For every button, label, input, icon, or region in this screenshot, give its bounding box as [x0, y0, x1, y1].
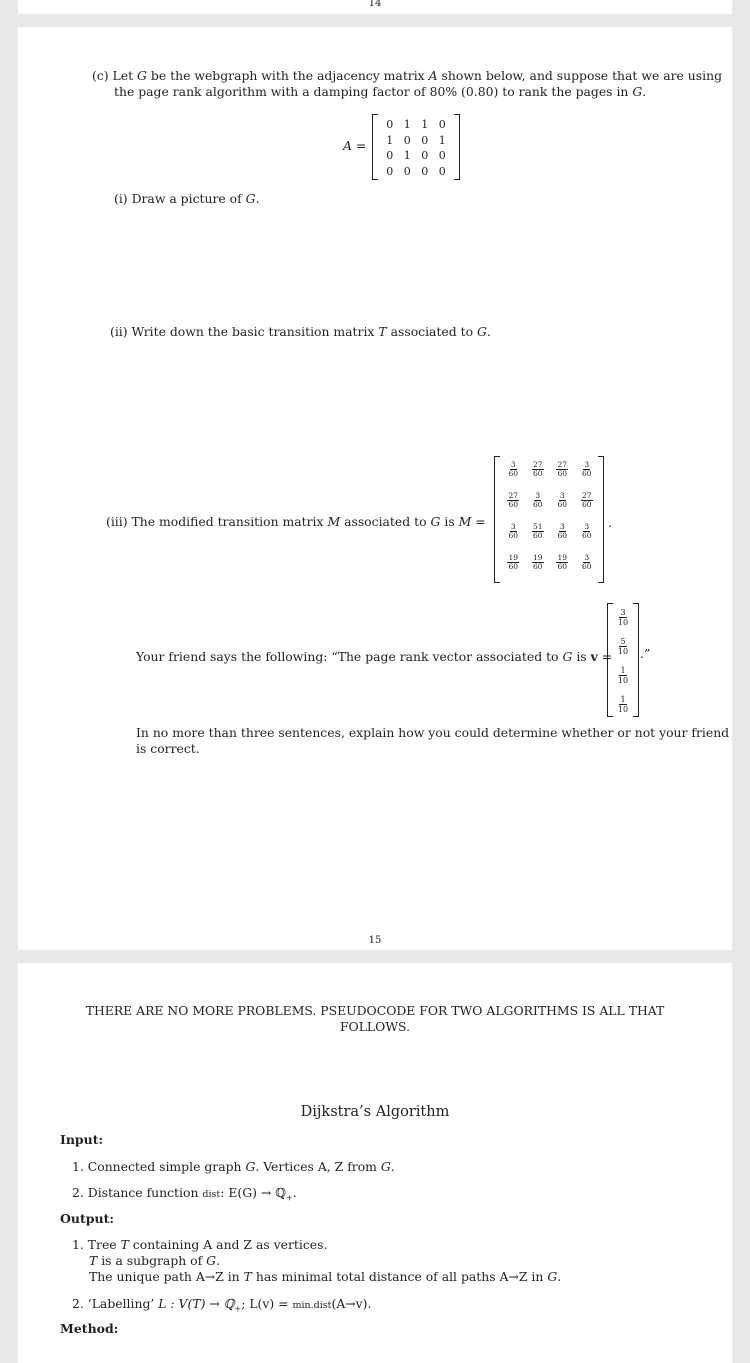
matrix-entry: $\frac{3}{60}$ [557, 491, 568, 509]
output-item-1: 1. Tree T containing A and Z as vertices. [72, 1237, 328, 1252]
vector-entry: $\frac{1}{10}$ [617, 666, 629, 685]
output-item-2: 2. ‘Labelling’ L : V(T) → ℚ$_+$; L(v) = min.dist(A→v). [72, 1296, 372, 1314]
matrix-entry: $\frac{27}{60}$ [557, 460, 568, 478]
adjacency-entry: 0 [386, 149, 394, 162]
input-item-1: 1. Connected simple graph G. Vertices A, Z from G. [72, 1159, 395, 1174]
output-item-1-line-3: The unique path A→Z in T has minimal total distance of all paths A→Z in G. [89, 1269, 562, 1284]
pseudocode-page [18, 963, 732, 1363]
adjacency-entry: 1 [421, 118, 429, 131]
matrix-entry: $\frac{3}{60}$ [508, 460, 519, 478]
adjacency-label: A = [343, 138, 367, 153]
matrix-entry: $\frac{3}{60}$ [557, 522, 568, 540]
matrix-entry: $\frac{3}{60}$ [581, 522, 592, 540]
page-rank-vector [607, 603, 639, 717]
explain-line-2: is correct. [136, 741, 200, 756]
close-quote: .” [640, 646, 651, 661]
matrix-entry: $\frac{19}{60}$ [557, 553, 568, 571]
input-item-2: 2. Distance function dist: E(G) → ℚ$_+$. [72, 1185, 297, 1203]
part-c-line-2: the page rank algorithm with a damping factor of 80% (0.80) to rank the pages in G. [114, 84, 647, 99]
adjacency-entry: 0 [386, 118, 394, 131]
adjacency-entry: 0 [438, 164, 446, 178]
adjacency-entry: 0 [403, 133, 411, 147]
adjacency-entry: 0 [386, 164, 394, 178]
notice-line-2: FOLLOWS. [339, 1019, 411, 1034]
matrix-entry: $\frac{27}{60}$ [532, 460, 543, 478]
adjacency-entry: 1 [438, 133, 446, 147]
matrix-entry: $\frac{27}{60}$ [508, 491, 519, 509]
matrix-entry: $\frac{3}{60}$ [581, 460, 592, 478]
vector-entry: $\frac{5}{10}$ [617, 637, 629, 656]
method-label: Method: [60, 1321, 119, 1336]
page-number: 15 [368, 935, 382, 946]
adjacency-entry: 1 [386, 133, 394, 147]
page-number: 14 [368, 0, 382, 9]
matrix-entry: $\frac{3}{60}$ [508, 522, 519, 540]
notice-line-1: THERE ARE NO MORE PROBLEMS. PSEUDOCODE FOR TWO ALGORITHMS IS ALL THAT [85, 1003, 665, 1018]
adjacency-entry: 0 [421, 133, 429, 147]
adjacency-entry: 0 [438, 118, 446, 131]
explain-line-1: In no more than three sentences, explain how you could determine whether or not your friend [136, 725, 730, 740]
output-item-1-line-2: T is a subgraph of G. [89, 1253, 221, 1268]
adjacency-matrix [372, 114, 460, 180]
adjacency-entry: 0 [403, 164, 411, 178]
adjacency-entry: 0 [438, 149, 446, 162]
modified-transition-matrix [494, 456, 604, 583]
adjacency-entry: 0 [421, 164, 429, 178]
matrix-entry: $\frac{51}{60}$ [532, 522, 543, 540]
adjacency-entry: 1 [403, 149, 411, 162]
vector-entry: $\frac{1}{10}$ [617, 695, 629, 714]
algorithm-title: Dijkstra’s Algorithm [300, 1104, 450, 1120]
matrix-entry: $\frac{3}{60}$ [532, 491, 543, 509]
adjacency-entry: 0 [421, 149, 429, 162]
matrix-period: . [608, 515, 612, 530]
matrix-entry: $\frac{3}{60}$ [581, 553, 592, 571]
matrix-entry: $\frac{19}{60}$ [532, 553, 543, 571]
previous-page [18, 0, 732, 14]
friend-claim: Your friend says the following: “The page rank vector associated to G is v = [136, 649, 613, 664]
input-label: Input: [60, 1132, 104, 1147]
output-label: Output: [60, 1211, 114, 1226]
adjacency-entry: 1 [403, 118, 411, 131]
part-i: (i) Draw a picture of G. [114, 191, 260, 206]
matrix-entry: $\frac{19}{60}$ [508, 553, 519, 571]
matrix-entry: $\frac{27}{60}$ [581, 491, 592, 509]
part-c-line-1: (c) Let G be the webgraph with the adjacency matrix A shown below, and suppose that we are using [92, 68, 723, 83]
question-page [18, 27, 732, 950]
part-ii: (ii) Write down the basic transition matrix T associated to G. [110, 324, 491, 339]
vector-entry: $\frac{3}{10}$ [617, 608, 629, 627]
part-iii: (iii) The modified transition matrix M associated to G is M = [106, 514, 486, 529]
